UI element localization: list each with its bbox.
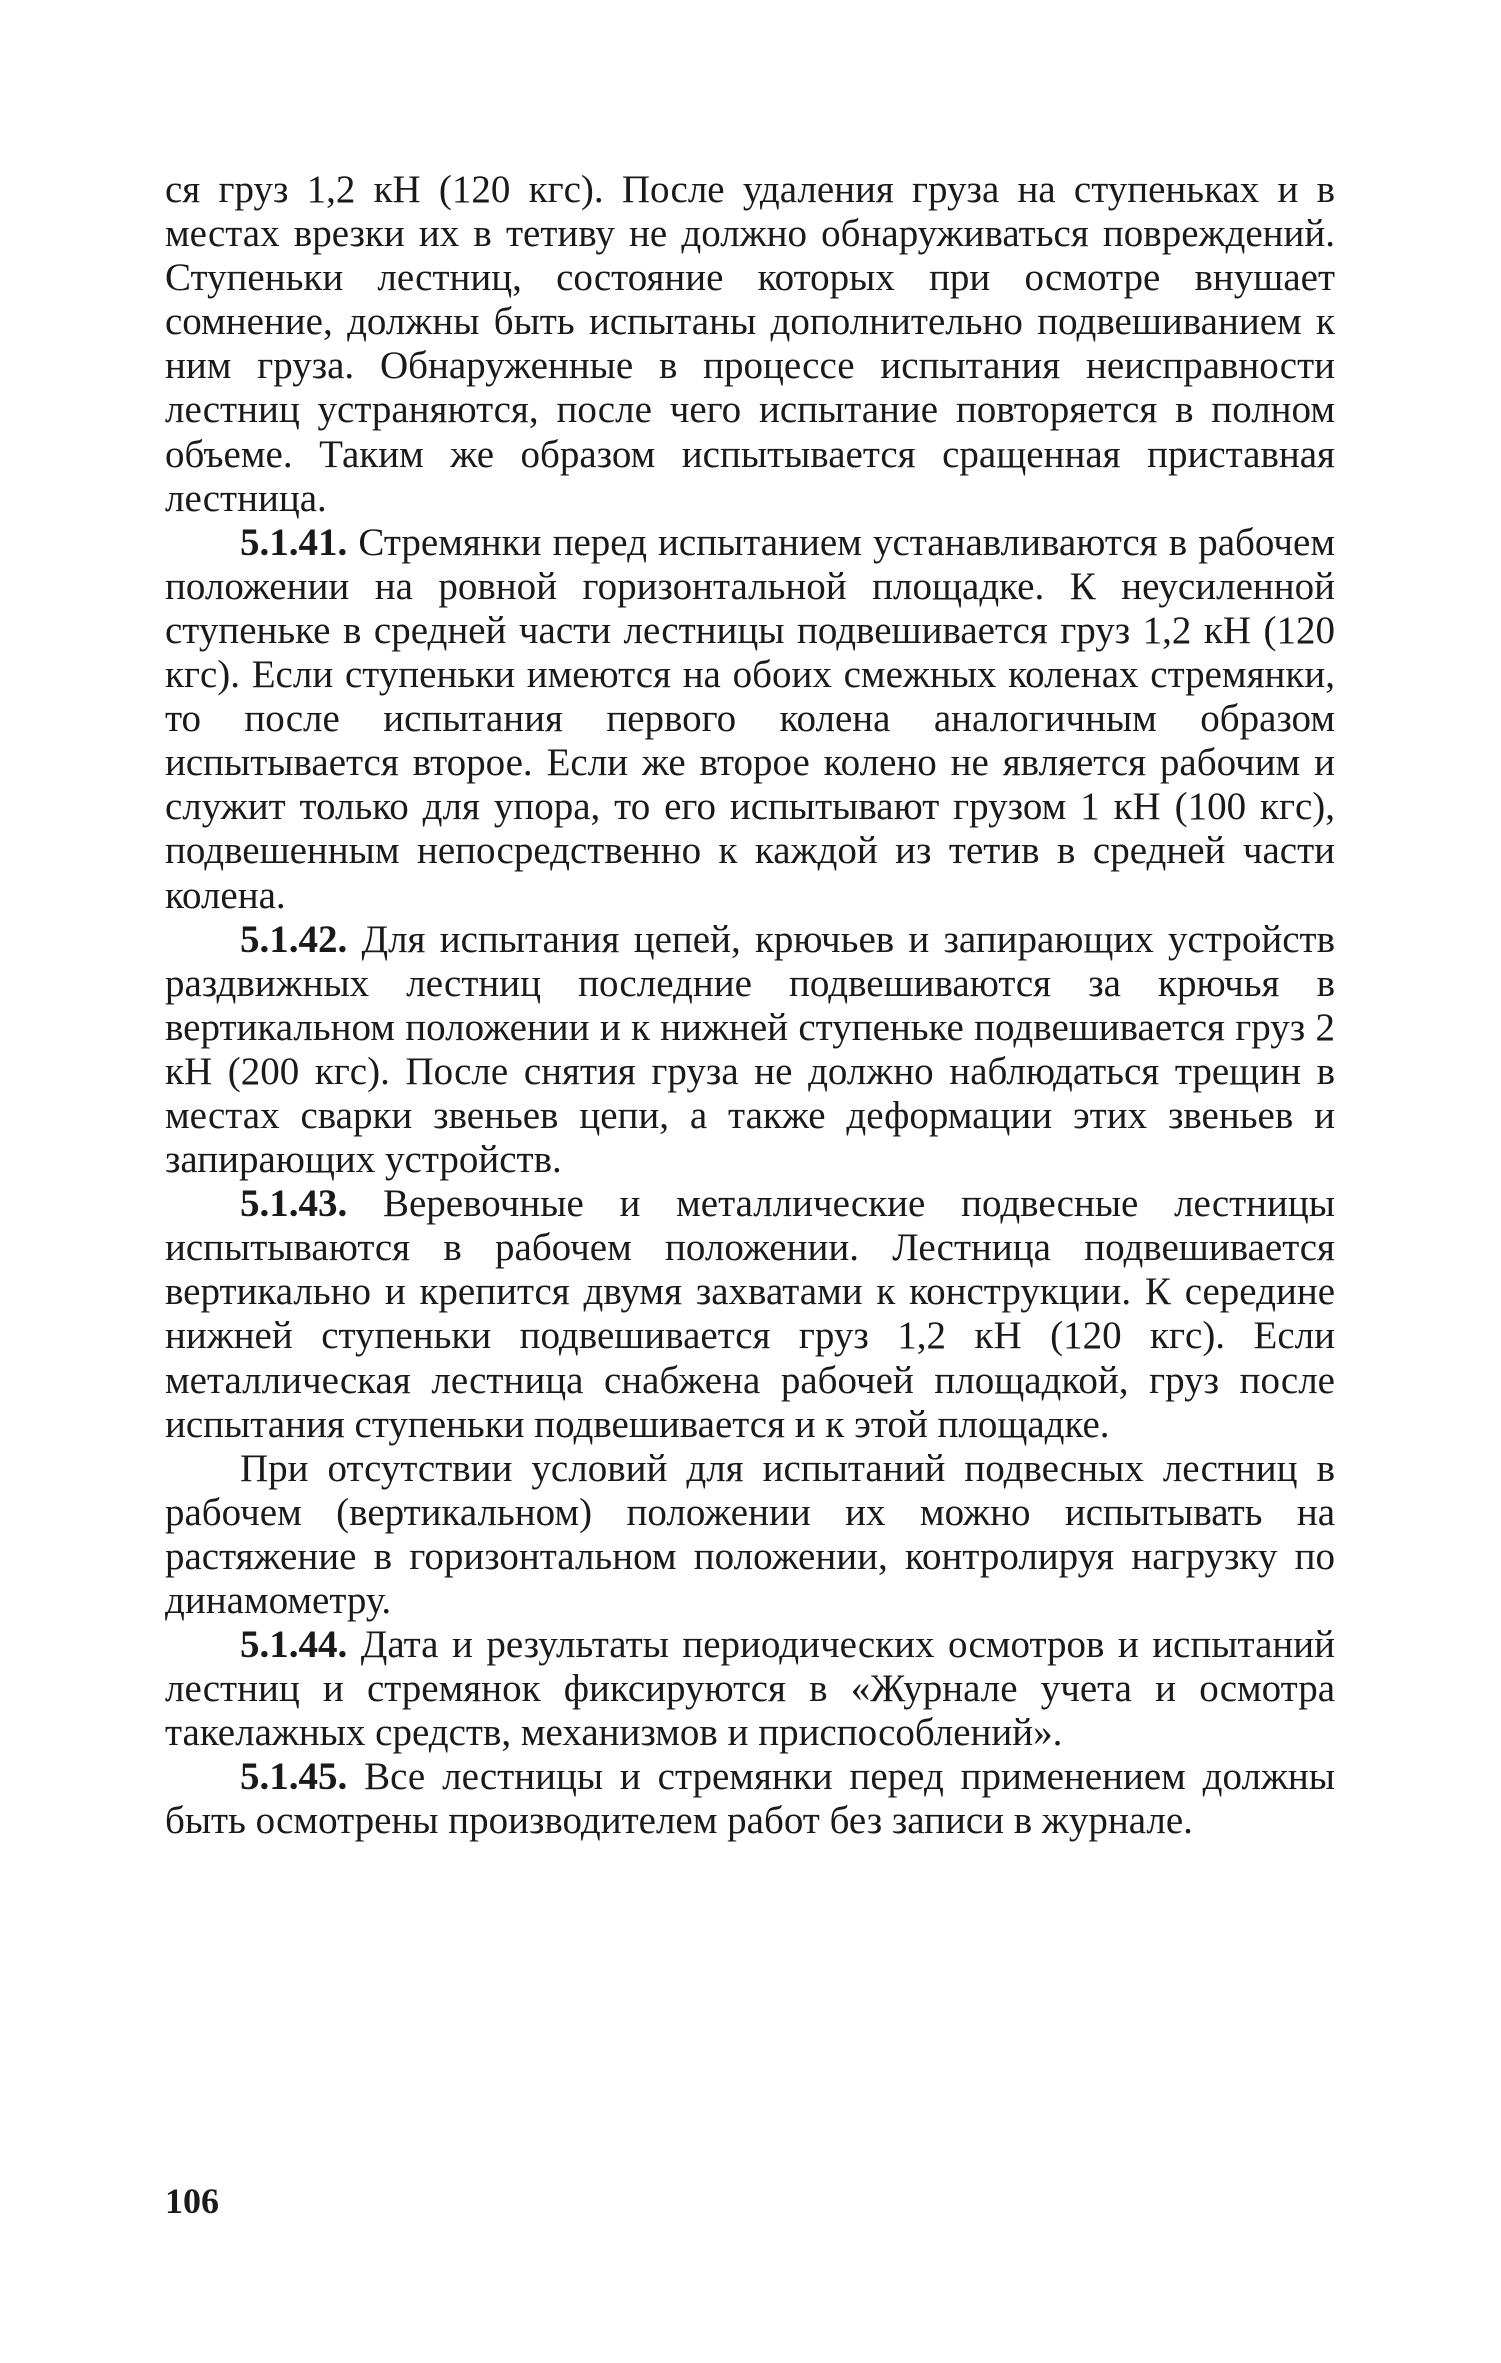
paragraph-text: Дата и результаты периодических осмотров и испытаний лестниц и стремянок фиксируются в «Журнале учета и осмотра такелажных средств, механизмов и приспособлений».: [165, 1623, 1335, 1755]
clause-number: 5.1.41.: [240, 520, 348, 564]
paragraph-continuation: [165, 168, 1335, 521]
clause-number: 5.1.44.: [240, 1623, 348, 1667]
paragraph-suspended-ladders: [165, 1447, 1335, 1623]
page-body: [165, 168, 1335, 1844]
paragraph-5-1-42: [165, 918, 1335, 1183]
clause-number: 5.1.45.: [240, 1755, 348, 1799]
paragraph-5-1-45: [165, 1755, 1335, 1843]
paragraph-text: Стремянки перед испытанием устанавливаются в рабочем положении на ровной горизонтальной площадке. К неусиленной ступеньке в средней части лестницы подвешивается груз 1,2 кН (120 кгс). Если ступеньки имеются на обоих смежных коленах стремянки, то после испытания первого колена аналогичным образом испытывается второе. Если же второе колено не является рабочим и служит только для упора, то его испытывают грузом 1 кН (100 кгс), подвешенным непосредственно к каждой из тетив в средней части колена.: [165, 520, 1335, 917]
paragraph-text: ся груз 1,2 кН (120 кгс). После удаления груза на ступеньках и в местах врезки их в тетиву не должно обнаруживаться повреждений. Ступеньки лестниц, состояние которых при осмотре внушает сомнение, должны быть испытаны дополнительно подвешиванием к ним груза. Обнаруженные в процессе испытания неисправности лестниц устраняются, после чего испытание повторяется в полном объеме. Таким же образом испытывается сращенная приставная лестница.: [165, 168, 1335, 520]
paragraph-5-1-41: [165, 521, 1335, 918]
paragraph-text: При отсутствии условий для испытаний подвесных лестниц в рабочем (вертикальном) положении их можно испытывать на растяжение в горизонтальном положении, контролируя нагрузку по динамометру.: [165, 1446, 1335, 1622]
paragraph-5-1-43: [165, 1182, 1335, 1447]
paragraph-text: Для испытания цепей, крючьев и запирающих устройств раздвижных лестниц последние подвешиваются за крючья в вертикальном положении и к нижней ступеньке подвешивается груз 2 кН (200 кгс). После снятия груза не должно наблюдаться трещин в местах сварки звеньев цепи, а также деформации этих звеньев и запирающих устройств.: [165, 917, 1335, 1182]
clause-number: 5.1.42.: [240, 917, 348, 961]
page-number: 106: [165, 2181, 219, 2221]
paragraph-text: Все лестницы и стремянки перед применением должны быть осмотрены производителем работ без записи в журнале.: [165, 1755, 1335, 1843]
paragraph-5-1-44: [165, 1623, 1335, 1755]
paragraph-text: Веревочные и металлические подвесные лестницы испытываются в рабочем положении. Лестница подвешивается вертикально и крепится двумя захватами к конструкции. К середине нижней ступеньки подвешивается груз 1,2 кН (120 кгс). Если металлическая лестница снабжена рабочей площадкой, груз после испытания ступеньки подвешивается и к этой площадке.: [165, 1182, 1335, 1446]
clause-number: 5.1.43.: [240, 1182, 348, 1226]
